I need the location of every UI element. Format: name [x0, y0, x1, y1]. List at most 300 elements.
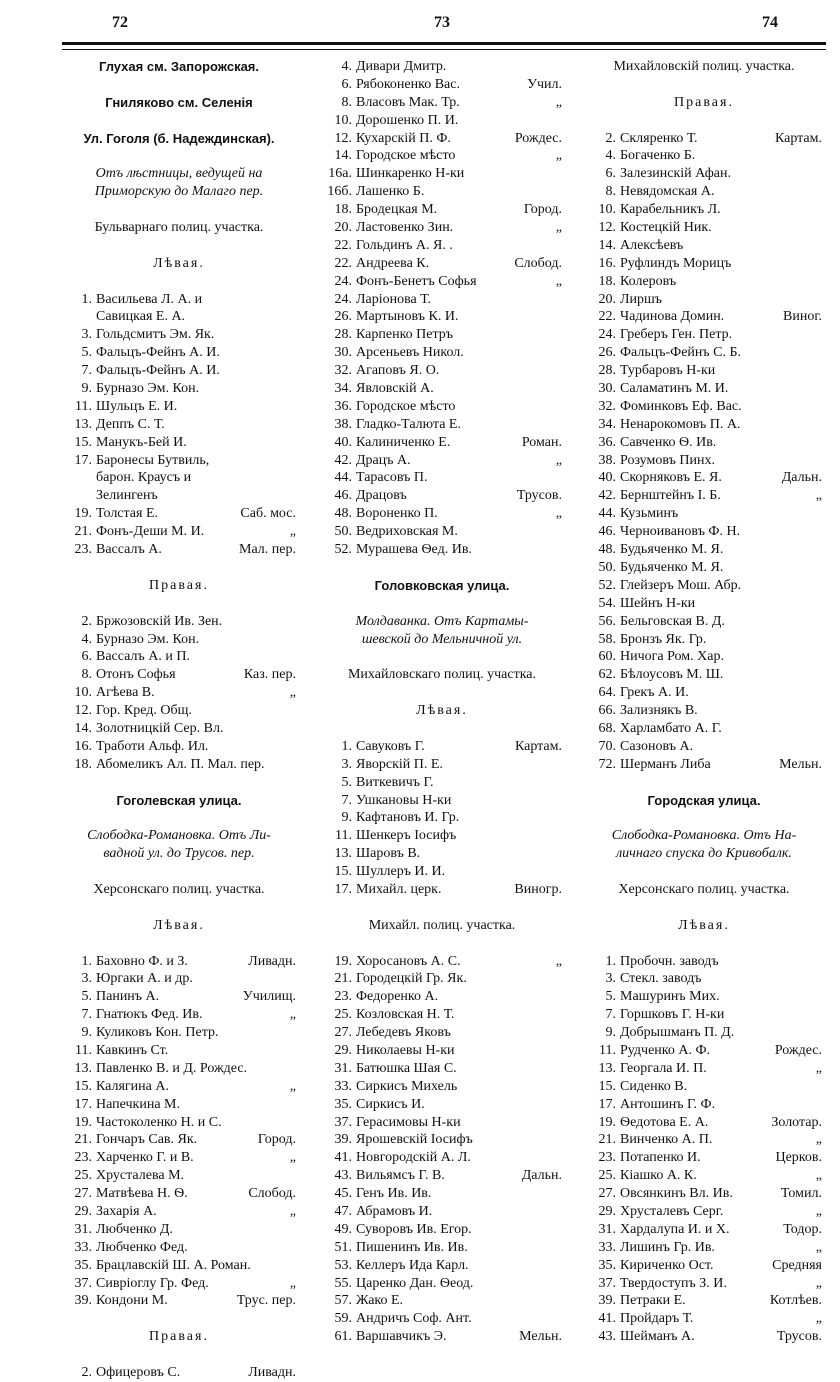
- resident-name: Манукъ-Бей И.: [96, 434, 187, 450]
- cross-street-note: „: [815, 1132, 822, 1148]
- house-number: 15.: [334, 864, 352, 880]
- cross-street-note: Картам.: [774, 130, 822, 146]
- house-number: 6.: [341, 76, 352, 92]
- resident-name: Руфлиндъ Морицъ: [620, 255, 732, 271]
- resident-name: Сивріоглу Гр. Фед.: [96, 1275, 209, 1291]
- resident-name: Агѣева В.: [96, 685, 155, 701]
- cross-street-note: Трусов.: [776, 1329, 822, 1345]
- directory-entry: [62, 523, 296, 541]
- resident-name: барон. Краусъ и: [96, 470, 192, 486]
- house-number: 29.: [74, 1204, 92, 1219]
- resident-name: Сазоновъ А.: [620, 738, 694, 754]
- directory-entry: [322, 273, 562, 291]
- resident-name: Кухарскій П. Ф.: [356, 130, 451, 146]
- house-number: 2.: [81, 613, 92, 629]
- resident-name: Савченко Ѳ. Ив.: [620, 434, 717, 450]
- house-number: 3.: [605, 971, 616, 987]
- spacer: [62, 237, 296, 255]
- column-2: [322, 58, 562, 1346]
- directory-entry: [322, 1292, 562, 1310]
- street-heading: Головковская улица.: [374, 577, 510, 593]
- directory-entry: [586, 631, 822, 649]
- house-number: 13.: [74, 1060, 92, 1076]
- spacer: [62, 595, 296, 613]
- cross-street-note: „: [289, 1150, 296, 1166]
- spacer: [62, 809, 296, 827]
- resident-name: Кафтановъ И. Гр.: [356, 810, 460, 826]
- house-number: 60.: [598, 649, 616, 665]
- cross-street-note: Церков.: [775, 1150, 822, 1166]
- directory-entry: [322, 756, 562, 774]
- cross-street-note: „: [555, 220, 562, 236]
- house-number: 58.: [598, 631, 616, 647]
- resident-name: Напечкина М.: [96, 1096, 180, 1112]
- resident-name: Шейманъ А.: [620, 1329, 695, 1345]
- directory-entry: [322, 1167, 562, 1185]
- directory-entry: [322, 183, 562, 201]
- resident-name: Георгала И. П.: [620, 1060, 707, 1076]
- directory-entry: [322, 147, 562, 165]
- directory-entry: [586, 469, 822, 487]
- resident-name: Отонъ Софья: [96, 667, 176, 683]
- house-number: 9.: [81, 1025, 92, 1041]
- directory-entry: [322, 112, 562, 130]
- house-number: 1.: [81, 291, 92, 307]
- house-number: 51.: [334, 1239, 352, 1255]
- resident-name: Винченко А. П.: [620, 1132, 713, 1148]
- resident-name: Турбаровъ Н-ки: [620, 363, 716, 379]
- resident-name: Баховно Ф. и З.: [96, 953, 188, 969]
- directory-entry: [322, 362, 562, 380]
- directory-entry: [322, 1310, 562, 1328]
- resident-name: Хрусталева М.: [96, 1168, 185, 1184]
- house-number: 9.: [81, 381, 92, 397]
- directory-entry: [62, 362, 296, 380]
- house-number: 59.: [334, 1311, 352, 1327]
- directory-entry: [322, 1239, 562, 1257]
- directory-entry: [586, 738, 822, 756]
- resident-name: Городское мѣсто: [356, 398, 456, 414]
- directory-entry: [322, 953, 562, 971]
- resident-name: Богаченко Б.: [620, 148, 696, 164]
- resident-name: Ѳедотова Е. А.: [620, 1114, 709, 1130]
- resident-name: Агаповъ Я. О.: [356, 363, 440, 379]
- house-number: 72.: [598, 756, 616, 772]
- house-number: 57.: [334, 1293, 352, 1309]
- directory-entry: [586, 1149, 822, 1167]
- house-number: 37.: [334, 1114, 352, 1130]
- resident-name: Ненарокомовъ П. А.: [620, 416, 741, 432]
- spacer: [586, 112, 822, 130]
- house-number: 44.: [334, 470, 352, 486]
- spacer: [586, 809, 822, 827]
- resident-name: Машуринъ Мих.: [620, 989, 720, 1005]
- house-number: 21.: [334, 971, 352, 987]
- directory-entry: [62, 398, 296, 416]
- cross-street-note: „: [289, 1275, 296, 1291]
- page-number-center: 73: [434, 14, 450, 31]
- resident-name: Хардалупа И. и Х.: [620, 1221, 730, 1237]
- cross-street-note: Слобод.: [514, 255, 562, 271]
- resident-name: Гольдинъ А. Я. .: [356, 237, 453, 253]
- directory-entry: [586, 219, 822, 237]
- house-number: 62.: [598, 667, 616, 683]
- house-number: 16б.: [327, 184, 352, 200]
- directory-entry: [62, 1042, 296, 1060]
- house-number: 4.: [81, 631, 92, 647]
- spacer: [62, 201, 296, 219]
- house-number: 20.: [598, 291, 616, 307]
- directory-entry: [322, 845, 562, 863]
- resident-name: Новгородскій А. Л.: [356, 1150, 471, 1166]
- directory-entry: [586, 1221, 822, 1239]
- resident-name: Мартыновъ К. И.: [356, 309, 459, 325]
- resident-name: Келлеръ Ида Карл.: [356, 1257, 469, 1273]
- resident-name: Шуллеръ И. И.: [356, 864, 446, 880]
- resident-name: Бродецкая М.: [356, 202, 438, 218]
- column-3: [586, 58, 822, 1346]
- directory-entry: [586, 970, 822, 988]
- resident-name: Толстая Е.: [96, 506, 159, 522]
- resident-name: Варшавчикъ Э.: [356, 1329, 447, 1345]
- directory-entry: [586, 130, 822, 148]
- directory-entry: [586, 237, 822, 255]
- resident-name: Михайл. церк.: [356, 881, 442, 897]
- directory-entry: [586, 183, 822, 201]
- resident-name: Карабельникъ Л.: [620, 202, 721, 218]
- house-number: 50.: [334, 524, 352, 540]
- resident-name: Бернштейнъ І. Б.: [620, 488, 721, 504]
- directory-entry: [62, 1131, 296, 1149]
- resident-name: Харченко Г. и В.: [96, 1150, 194, 1166]
- house-number: 35.: [334, 1096, 352, 1112]
- directory-entry: [322, 344, 562, 362]
- house-number: 42.: [598, 488, 616, 504]
- directory-entry: [62, 1292, 296, 1310]
- directory-entry: [62, 1221, 296, 1239]
- resident-name: Офицеровъ С.: [96, 1365, 181, 1381]
- directory-entry: [62, 1024, 296, 1042]
- resident-name: Виткевичъ Г.: [356, 774, 434, 790]
- spacer: [322, 595, 562, 613]
- house-number: 15.: [598, 1078, 616, 1094]
- directory-entry: [586, 1275, 822, 1293]
- directory-entry: [586, 648, 822, 666]
- resident-name: Тарасовъ П.: [356, 470, 428, 486]
- house-number: 5.: [81, 345, 92, 361]
- cross-street-note: Тодор.: [783, 1221, 822, 1237]
- resident-name: Явловскій А.: [356, 381, 434, 397]
- directory-entry: [586, 1114, 822, 1132]
- spacer: [586, 774, 822, 792]
- directory-entry: [322, 94, 562, 112]
- header-rule-thick: [62, 42, 826, 45]
- house-number: 27.: [334, 1025, 352, 1041]
- house-number: 10.: [598, 202, 616, 218]
- house-number: 39.: [334, 1132, 352, 1148]
- resident-name: Вороненко П.: [356, 506, 438, 522]
- house-number: 66.: [598, 703, 616, 719]
- directory-entry: [322, 201, 562, 219]
- spacer: [322, 648, 562, 666]
- resident-name: Вильямсъ Г. В.: [356, 1168, 445, 1184]
- resident-name: Гончаръ Сав. Як.: [96, 1132, 198, 1148]
- resident-name: Калиниченко Е.: [356, 434, 451, 450]
- directory-entry: [586, 1024, 822, 1042]
- resident-name: Баронесы Бутвиль,: [96, 452, 210, 468]
- cross-street-note: Рождес.: [514, 130, 562, 146]
- directory-entry: [586, 308, 822, 326]
- house-number: 18.: [334, 202, 352, 218]
- directory-entry: [586, 595, 822, 613]
- directory-entry: [586, 452, 822, 470]
- directory-entry: [322, 1006, 562, 1024]
- street-heading: Гоголевская улица.: [116, 792, 242, 808]
- resident-name: Брацлавскій Ш. А. Роман.: [96, 1257, 251, 1273]
- spacer: [62, 774, 296, 792]
- house-number: 18.: [598, 273, 616, 289]
- resident-name: Шаровъ В.: [356, 846, 421, 862]
- directory-entry: [322, 398, 562, 416]
- resident-name: Ластовенко Зин.: [356, 220, 454, 236]
- directory-entry: [322, 541, 562, 559]
- directory-entry: [62, 344, 296, 362]
- directory-entry: [62, 1114, 296, 1132]
- side-heading: Лѣвая.: [416, 703, 468, 719]
- directory-entry: [62, 648, 296, 666]
- resident-name: Будьяченко М. Я.: [620, 559, 724, 575]
- cross-street-note: Дальн.: [781, 470, 822, 486]
- resident-name: Гладко-Талюта Е.: [356, 416, 461, 432]
- house-number: 19.: [74, 506, 92, 522]
- directory-entry: [62, 1167, 296, 1185]
- house-number: 9.: [341, 810, 352, 826]
- resident-name: Бѣлоусовъ М. Ш.: [620, 667, 724, 683]
- directory-entry: [322, 970, 562, 988]
- side-heading: Лѣвая.: [153, 917, 205, 933]
- cross-street-note: Средняя: [772, 1257, 822, 1273]
- resident-name: Рудченко А. Ф.: [620, 1042, 711, 1058]
- resident-name: Сиркисъ Михель: [356, 1078, 458, 1094]
- directory-entry: [586, 1078, 822, 1096]
- house-number: 28.: [598, 363, 616, 379]
- street-extent: Слободка-Романовка. Отъ На-: [611, 828, 797, 844]
- directory-entry: [62, 380, 296, 398]
- directory-entry: [586, 988, 822, 1006]
- house-number: 5.: [341, 774, 352, 790]
- house-number: 33.: [74, 1239, 92, 1255]
- directory-entry: [586, 273, 822, 291]
- resident-name: Тработи Альф. Ил.: [96, 738, 209, 754]
- spacer: [62, 1346, 296, 1364]
- house-number: 19.: [598, 1114, 616, 1130]
- resident-name: Стекл. заводъ: [620, 971, 702, 987]
- directory-entry: [62, 1275, 296, 1293]
- resident-name: Любченко Д.: [96, 1221, 173, 1237]
- house-number: 48.: [334, 506, 352, 522]
- spacer: [322, 559, 562, 577]
- resident-name: Кондони М.: [96, 1293, 168, 1309]
- resident-name: Сиркисъ И.: [356, 1096, 425, 1112]
- page-number-right: 74: [762, 14, 778, 31]
- house-number: 46.: [334, 488, 352, 504]
- resident-name: Сиденко В.: [620, 1078, 688, 1094]
- house-number: 13.: [74, 416, 92, 432]
- resident-name: Петраки Е.: [620, 1293, 686, 1309]
- directory-entry: [586, 756, 822, 774]
- house-number: 21.: [74, 1132, 92, 1148]
- cross-street-note: „: [555, 953, 562, 969]
- house-number: 11.: [75, 398, 92, 414]
- resident-name: Лишинъ Гр. Ив.: [620, 1239, 715, 1255]
- side-heading: Правая.: [149, 577, 209, 593]
- directory-entry: [62, 1185, 296, 1203]
- house-number: 46.: [598, 524, 616, 540]
- police-district: Михайловскій полиц. участка.: [613, 59, 795, 74]
- directory-entry: [586, 416, 822, 434]
- directory-entry: [586, 1131, 822, 1149]
- house-number: 25.: [334, 1007, 352, 1023]
- house-number: 29.: [598, 1204, 616, 1219]
- resident-name: Ларіонова Т.: [356, 291, 431, 307]
- directory-entry: [322, 487, 562, 505]
- resident-name: Зелингенъ: [96, 488, 158, 504]
- house-number: 7.: [605, 1007, 616, 1023]
- spacer: [62, 147, 296, 165]
- house-number: 10.: [334, 112, 352, 128]
- resident-name: Николаевы Н-ки: [356, 1042, 455, 1058]
- resident-name: Фонъ-Деши М. И.: [96, 524, 205, 540]
- directory-entry: [586, 487, 822, 505]
- street-extent: Отъ лѣстницы, ведущей на: [95, 166, 263, 182]
- spacer: [62, 1310, 296, 1328]
- house-number: 35.: [74, 1257, 92, 1273]
- house-number: 6.: [605, 166, 616, 182]
- house-number: 23.: [598, 1150, 616, 1166]
- cross-street-note: „: [289, 1204, 296, 1219]
- resident-name: Антошинъ Г. Ф.: [620, 1096, 716, 1112]
- house-number: 38.: [598, 452, 616, 468]
- directory-entry: [322, 738, 562, 756]
- resident-name: Овсянкинъ Вл. Ив.: [620, 1186, 733, 1202]
- resident-name: Бронзъ Як. Гр.: [620, 631, 707, 647]
- resident-name: Федоренко А.: [356, 989, 439, 1005]
- directory-entry: [62, 308, 296, 326]
- street-heading: Ул. Гоголя (б. Надеждинская).: [83, 130, 275, 146]
- resident-name: Бурназо Эм. Кон.: [96, 631, 200, 647]
- house-number: 9.: [605, 1025, 616, 1041]
- directory-entry: [62, 720, 296, 738]
- house-number: 36.: [334, 398, 352, 414]
- directory-entry: [586, 505, 822, 523]
- resident-name: Деппъ С. Т.: [96, 416, 165, 432]
- house-number: 17.: [74, 1096, 92, 1112]
- cross-street-note: „: [289, 685, 296, 701]
- directory-entry: [62, 738, 296, 756]
- directory-entry: [322, 237, 562, 255]
- resident-name: Вассалъ А. и П.: [96, 649, 190, 665]
- resident-name: Скорняковъ Е. Я.: [620, 470, 722, 486]
- resident-name: Хрусталевъ Серг.: [620, 1204, 724, 1219]
- directory-entry: [586, 1292, 822, 1310]
- resident-name: Бельговская В. Д.: [620, 613, 725, 629]
- resident-name: Ушкановы Н-ки: [356, 792, 452, 808]
- house-number: 11.: [599, 1042, 616, 1058]
- resident-name: Шинкаренко Н-ки: [356, 166, 465, 182]
- directory-entry: [62, 953, 296, 971]
- resident-name: Юргаки А. и др.: [96, 971, 193, 987]
- resident-name: Жако Е.: [356, 1293, 404, 1309]
- house-number: 10.: [74, 685, 92, 701]
- resident-name: Лебедевъ Яковъ: [356, 1025, 451, 1041]
- directory-entry: [322, 452, 562, 470]
- directory-entry: [322, 1024, 562, 1042]
- house-number: 12.: [74, 703, 92, 719]
- directory-entry: [62, 1078, 296, 1096]
- directory-entry: [586, 541, 822, 559]
- directory-entry: [322, 881, 562, 899]
- cross-street-note: „: [815, 1239, 822, 1255]
- directory-entry: [586, 165, 822, 183]
- cross-street-note: „: [555, 94, 562, 110]
- house-number: 3.: [341, 756, 352, 772]
- house-number: 3.: [81, 971, 92, 987]
- resident-name: Фонъ-Бенетъ Софья: [356, 273, 477, 289]
- resident-name: Панинъ А.: [96, 989, 160, 1005]
- police-district: Михайл. полиц. участка.: [368, 917, 516, 933]
- directory-entry: [322, 863, 562, 881]
- cross-street-note: Трусов.: [516, 488, 562, 504]
- directory-entry: [586, 953, 822, 971]
- resident-name: Драцовъ: [356, 488, 407, 504]
- house-number: 5.: [81, 989, 92, 1005]
- directory-entry: [586, 1042, 822, 1060]
- resident-name: Фальцъ-Фейнъ А. И.: [96, 363, 220, 379]
- house-number: 12.: [598, 220, 616, 236]
- resident-name: Захарія А.: [96, 1204, 157, 1219]
- cross-street-note: „: [555, 148, 562, 164]
- directory-entry: [322, 1275, 562, 1293]
- house-number: 13.: [334, 846, 352, 862]
- resident-name: Васильева Л. А. и: [96, 291, 203, 307]
- house-number: 22.: [334, 237, 352, 253]
- resident-name: Зализнякъ В.: [620, 703, 698, 719]
- cross-street-note: „: [815, 1311, 822, 1327]
- resident-name: Арсеньевъ Никол.: [356, 345, 464, 361]
- police-district: Бульварнаго полиц. участка.: [94, 220, 264, 236]
- street-extent: Молдаванка. Отъ Картамы-: [355, 613, 529, 629]
- cross-street-note: Дальн.: [521, 1168, 562, 1184]
- side-heading: Лѣвая.: [678, 917, 730, 933]
- house-number: 43.: [598, 1329, 616, 1345]
- resident-name: Харламбато А. Г.: [620, 720, 722, 736]
- cross-street-note: „: [555, 452, 562, 468]
- cross-street-note: Город.: [523, 202, 562, 218]
- house-number: 6.: [81, 649, 92, 665]
- resident-name: Алексѣевъ: [620, 237, 684, 253]
- resident-name: Гор. Кред. Общ.: [96, 703, 192, 719]
- house-number: 20.: [334, 220, 352, 236]
- resident-name: Хоросановъ А. С.: [356, 953, 461, 969]
- house-number: 3.: [81, 327, 92, 343]
- resident-name: Фальцъ-Фейнъ А. И.: [96, 345, 220, 361]
- directory-entry: [322, 1078, 562, 1096]
- cross-street-note: Город.: [257, 1132, 296, 1148]
- directory-entry: [62, 326, 296, 344]
- directory-entry: [322, 326, 562, 344]
- directory-entry: [586, 1257, 822, 1275]
- directory-entry: [322, 1257, 562, 1275]
